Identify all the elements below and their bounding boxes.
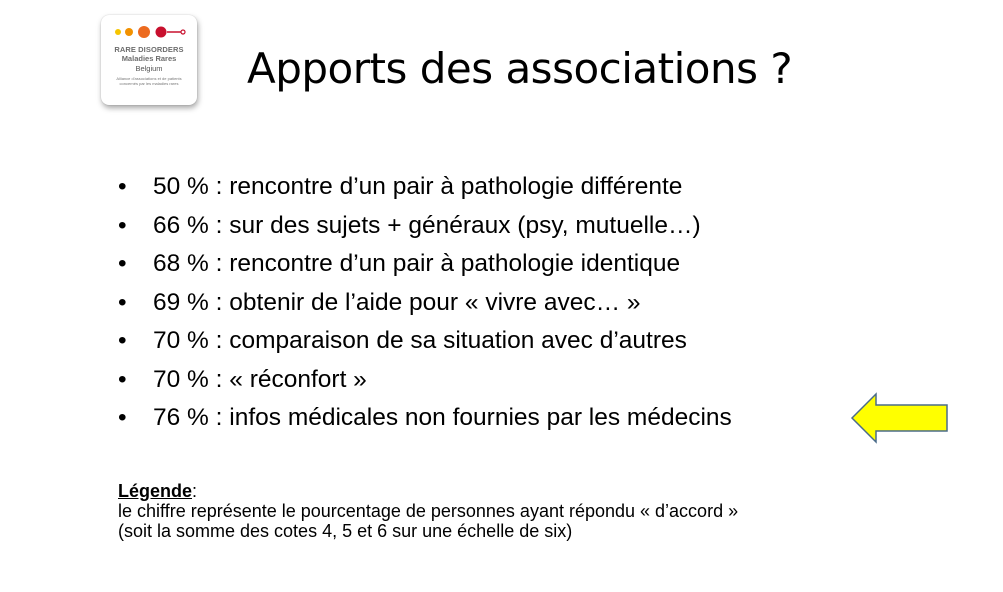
- legend-line-2: (soit la somme des cotes 4, 5 et 6 sur une échelle de six): [118, 521, 573, 541]
- logo-name-line1: RARE DISORDERS: [114, 45, 184, 54]
- rare-disorders-logo: [101, 15, 197, 105]
- bullet-item: • 68 % : rencontre d’un pair à pathologie identique: [118, 245, 732, 284]
- yellow-arrow-left-icon: [850, 392, 950, 444]
- logo-tagline: Alliance d'associations et de patients concernés par les maladies rares: [116, 76, 182, 86]
- legend-colon: :: [192, 481, 198, 501]
- bullet-item: • 50 % : rencontre d’un pair à pathologie différente: [118, 168, 732, 207]
- bullet-item: • 70 % : « réconfort »: [118, 361, 732, 400]
- legend-line-1: le chiffre représente le pourcentage de personnes ayant répondu « d’accord »: [118, 501, 739, 521]
- bullet-item: • 69 % : obtenir de l’aide pour « vivre avec… »: [118, 284, 732, 323]
- bullet-item: • 66 % : sur des sujets + généraux (psy, mutuelle…): [118, 207, 732, 246]
- bullet-list: [118, 168, 732, 438]
- bullet-item: • 70 % : comparaison de sa situation avec d’autres: [118, 322, 732, 361]
- logo-dots-icon: [111, 24, 191, 40]
- logo-name-line2: Maladies Rares: [121, 54, 177, 63]
- legend: [118, 481, 738, 541]
- slide-title: Apports des associations ?: [247, 44, 793, 93]
- bullet-item: • 76 % : infos médicales non fournies par les médecins: [118, 399, 732, 438]
- legend-heading: Légende: [118, 481, 193, 501]
- logo-country: Belgium: [135, 64, 163, 73]
